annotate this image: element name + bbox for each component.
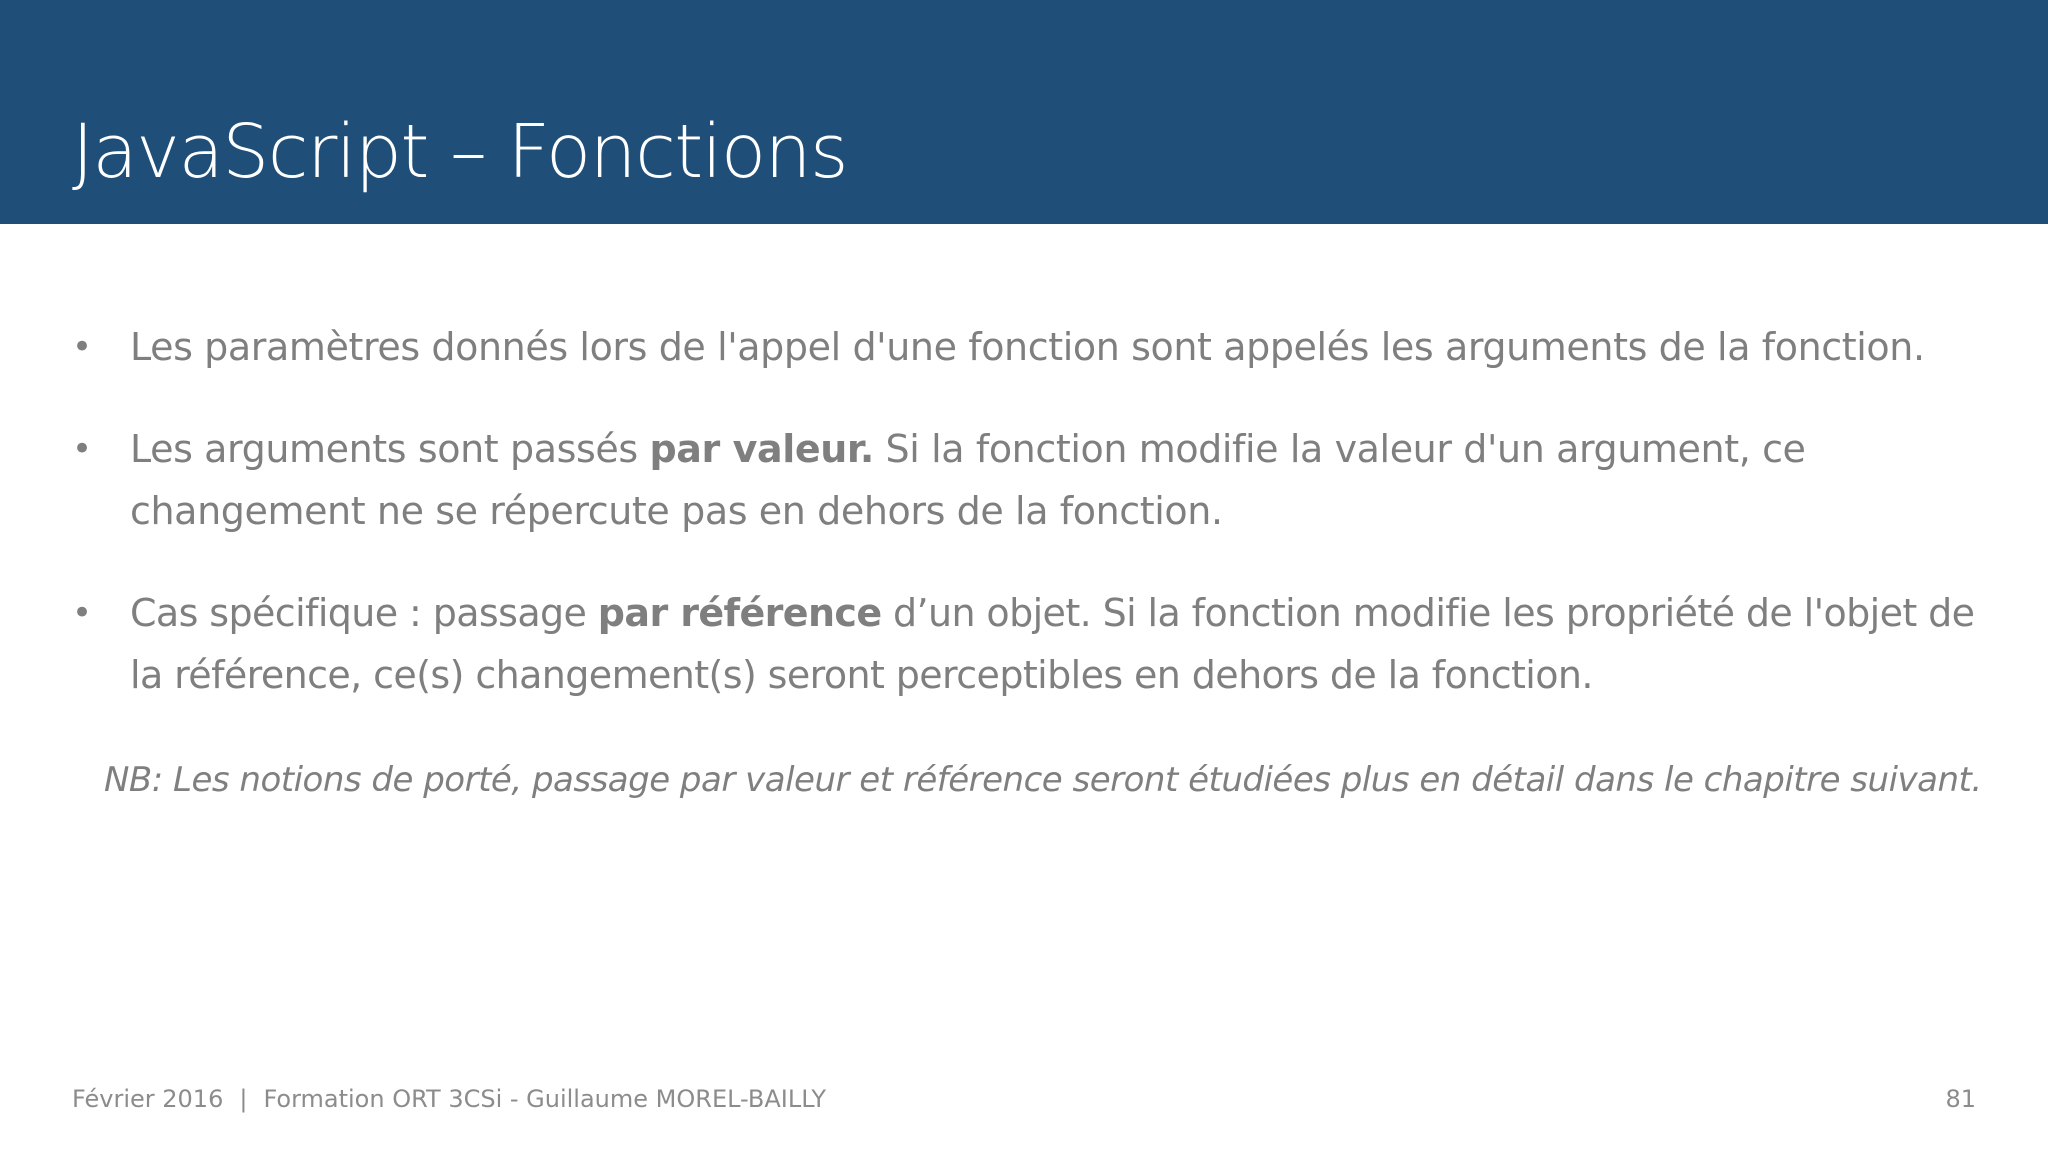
bullet-item-1 bbox=[72, 316, 1982, 378]
title-bar bbox=[0, 0, 2048, 224]
footer-author: Formation ORT 3CSi - Guillaume MOREL-BAILLY bbox=[263, 1085, 827, 1113]
footer-separator: | bbox=[239, 1085, 248, 1113]
footer-date: Février 2016 bbox=[72, 1085, 224, 1113]
slide-title: JavaScript – Fonctions bbox=[72, 109, 848, 195]
bullet-text-after: Si la fonction modifie la valeur d'un argument, ce changement ne se répercute pas en dehors de la fonction. bbox=[130, 427, 1806, 533]
bullet-text: Les paramètres donnés lors de l'appel d'une fonction sont appelés les arguments de la fonction. bbox=[130, 325, 1925, 369]
bullet-text-before: Cas spécifique : passage bbox=[130, 591, 598, 635]
bullet-dot-icon: • bbox=[72, 429, 92, 469]
bullet-item-3 bbox=[72, 582, 1982, 706]
bullet-text-before: Les arguments sont passés bbox=[130, 427, 650, 471]
slide-footer bbox=[72, 1082, 826, 1116]
bullet-dot-icon: • bbox=[72, 593, 92, 633]
bullet-item-2 bbox=[72, 418, 1982, 542]
bullet-text-bold: par valeur. bbox=[649, 427, 874, 471]
bullet-text-after: d’un objet. Si la fonction modifie les propriété de l'objet de la référence, ce(s) changement(s) seront perceptibles en dehors de la fonction. bbox=[130, 591, 1975, 697]
page-number: 81 bbox=[1945, 1085, 1976, 1113]
bullet-dot-icon: • bbox=[72, 327, 92, 367]
slide-note: NB: Les notions de porté, passage par valeur et référence seront étudiées plus en détail dans le chapitre suivant. bbox=[104, 760, 1982, 800]
bullet-text-bold: par référence bbox=[597, 591, 882, 635]
slide-content bbox=[72, 316, 1982, 746]
